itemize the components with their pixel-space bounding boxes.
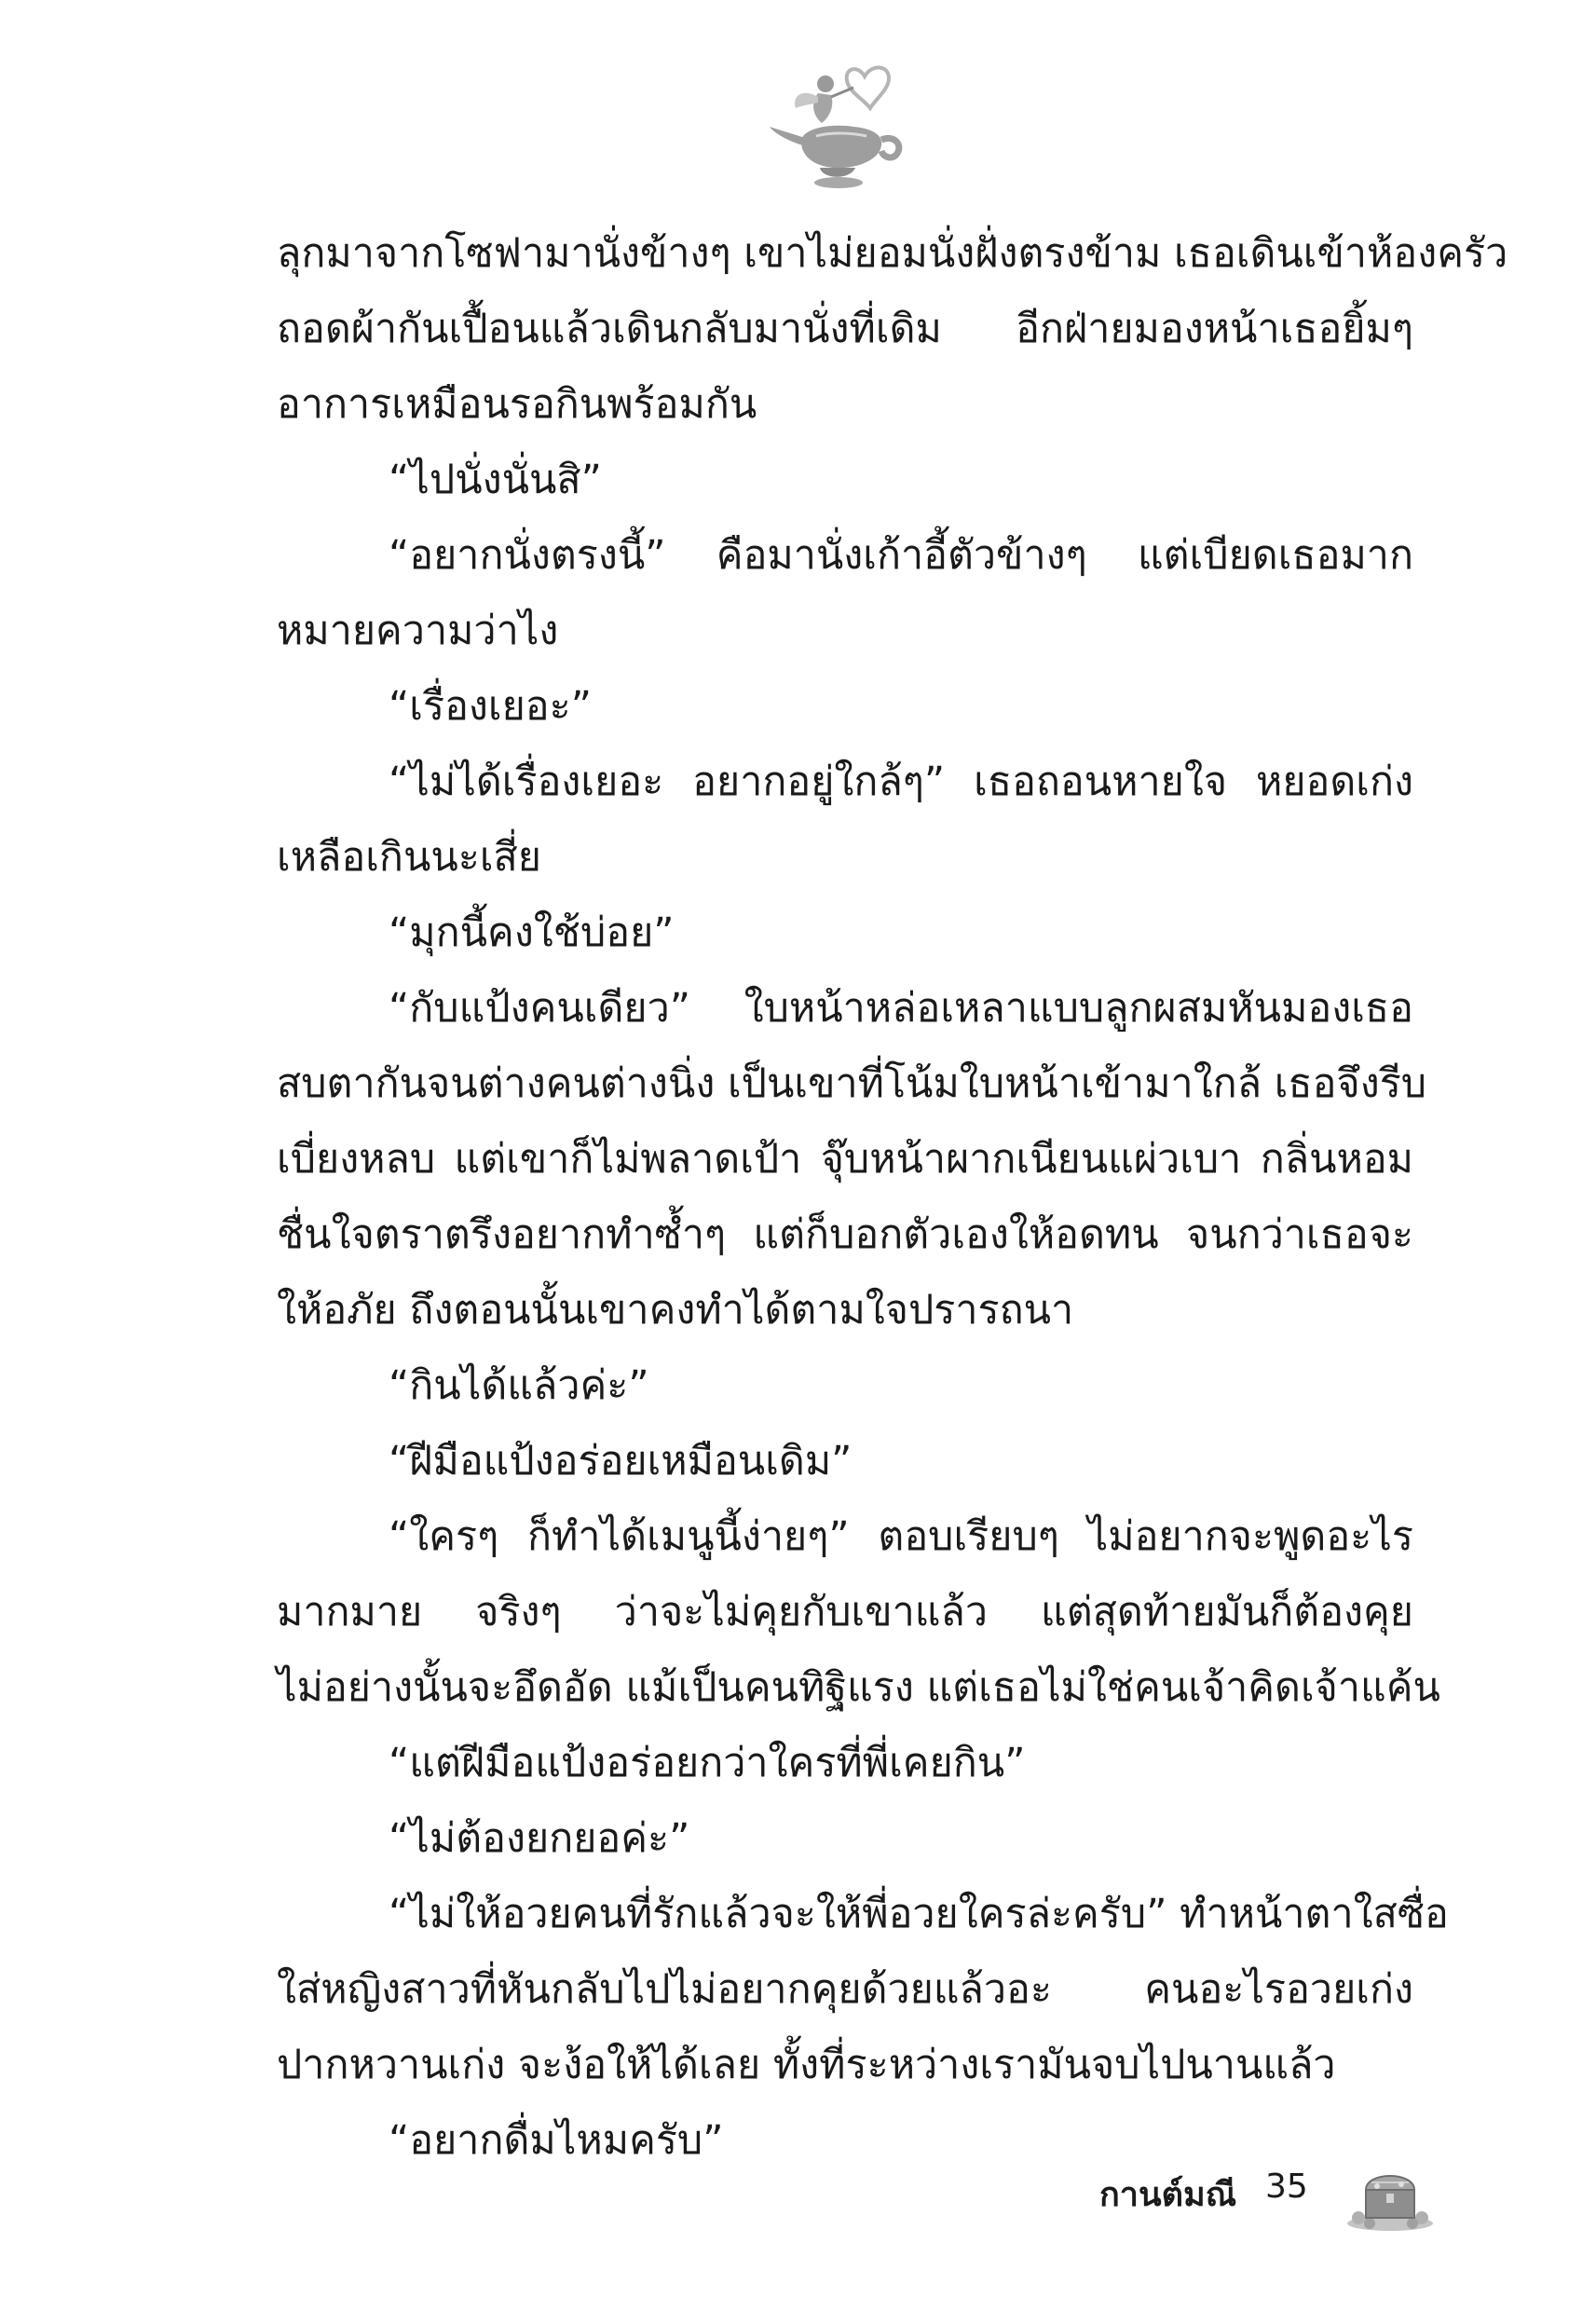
text-line: “อยากดื่มไหมครับ” [389,2117,724,2164]
text-line: มากมาย จริงๆ ว่าจะไม่คุยกับเขาแล้ว แต่สุดท้ายมันก็ต้องคุย [277,1589,1413,1635]
text-line: ไม่อย่างนั้นจะอึดอัด แม้เป็นคนทิฐิแรง แต่เธอไม่ใช่คนเจ้าคิดเจ้าแค้น [277,1664,1440,1711]
text-line: ใส่หญิงสาวที่หันกลับไปไม่อยากคุยด้วยแล้วอะ คนอะไรอวยเก่ง [277,1966,1413,2013]
text-line: ให้อภัย ถึงตอนนั้นเขาคงทำได้ตามใจปรารถนา [277,1287,1074,1333]
text-line: “กินได้แล้วค่ะ” [389,1362,649,1409]
text-line: “ฝีมือแป้งอร่อยเหมือนเดิม” [389,1438,853,1484]
page-footer [1099,2158,1491,2242]
lamp-and-cupid-icon [764,56,913,196]
text-line: “อยากนั่งตรงนี้” คือมานั่งเก้าอี้ตัวข้างๆ แต่เบียดเธอมาก [389,532,1413,579]
text-line: เบี่ยงหลบ แต่เขาก็ไม่พลาดเป้า จุ๊บหน้าผากเนียนแผ่วเบา กลิ่นหอม [277,1136,1413,1183]
text-line: “เรื่องเยอะ” [389,683,592,730]
text-line: “ไปนั่งนั่นสิ” [389,457,602,503]
text-line: เหลือเกินนะเสี่ย [277,834,541,881]
text-line: ชื่นใจตราตรึงอยากทำซ้ำๆ แต่ก็บอกตัวเองให้อดทน จนกว่าเธอจะ [277,1211,1413,1258]
text-line: ลุกมาจากโซฟามานั่งข้างๆ เขาไม่ยอมนั่งฝั่งตรงข้าม เธอเดินเข้าห้องครัว [277,230,1508,277]
text-line: “กับแป้งคนเดียว” ใบหน้าหล่อเหลาแบบลูกผสมหันมองเธอ [389,985,1413,1032]
treasure-chest-icon [1344,2158,1437,2233]
text-line: “ไม่ให้อวยคนที่รักแล้วจะให้พี่อวยใครล่ะครับ” ทำหน้าตาใสซื่อ [389,1891,1449,1937]
text-line: “มุกนี้คงใช้บ่อย” [389,909,675,956]
text-line: อาการเหมือนรอกินพร้อมกัน [277,381,757,428]
book-title: กานต์มณี [1099,2176,1237,2214]
text-line: “ไม่ได้เรื่องเยอะ อยากอยู่ใกล้ๆ” เธอถอนหายใจ หยอดเก่ง [389,759,1413,805]
text-line: ปากหวานเก่ง จะง้อให้ได้เลย ทั้งที่ระหว่างเรามันจบไปนานแล้ว [277,2042,1336,2088]
body-text [277,216,1508,2179]
text-line: ถอดผ้ากันเปื้อนแล้วเดินกลับมานั่งที่เดิม อีกฝ่ายมองหน้าเธอยิ้มๆ [277,306,1413,352]
text-line: “ไม่ต้องยกยอค่ะ” [389,1815,690,1862]
text-line: “แต่ฝีมือแป้งอร่อยกว่าใครที่พี่เคยกิน” [389,1740,1026,1786]
page-number: 35 [1265,2167,1308,2206]
text-line: หมายความว่าไง [277,608,559,654]
text-line: “ใครๆ ก็ทำได้เมนูนี้ง่ายๆ” ตอบเรียบๆ ไม่อยากจะพูดอะไร [389,1513,1413,1560]
text-line: สบตากันจนต่างคนต่างนิ่ง เป็นเขาที่โน้มใบหน้าเข้ามาใกล้ เธอจึงรีบ [277,1060,1427,1107]
